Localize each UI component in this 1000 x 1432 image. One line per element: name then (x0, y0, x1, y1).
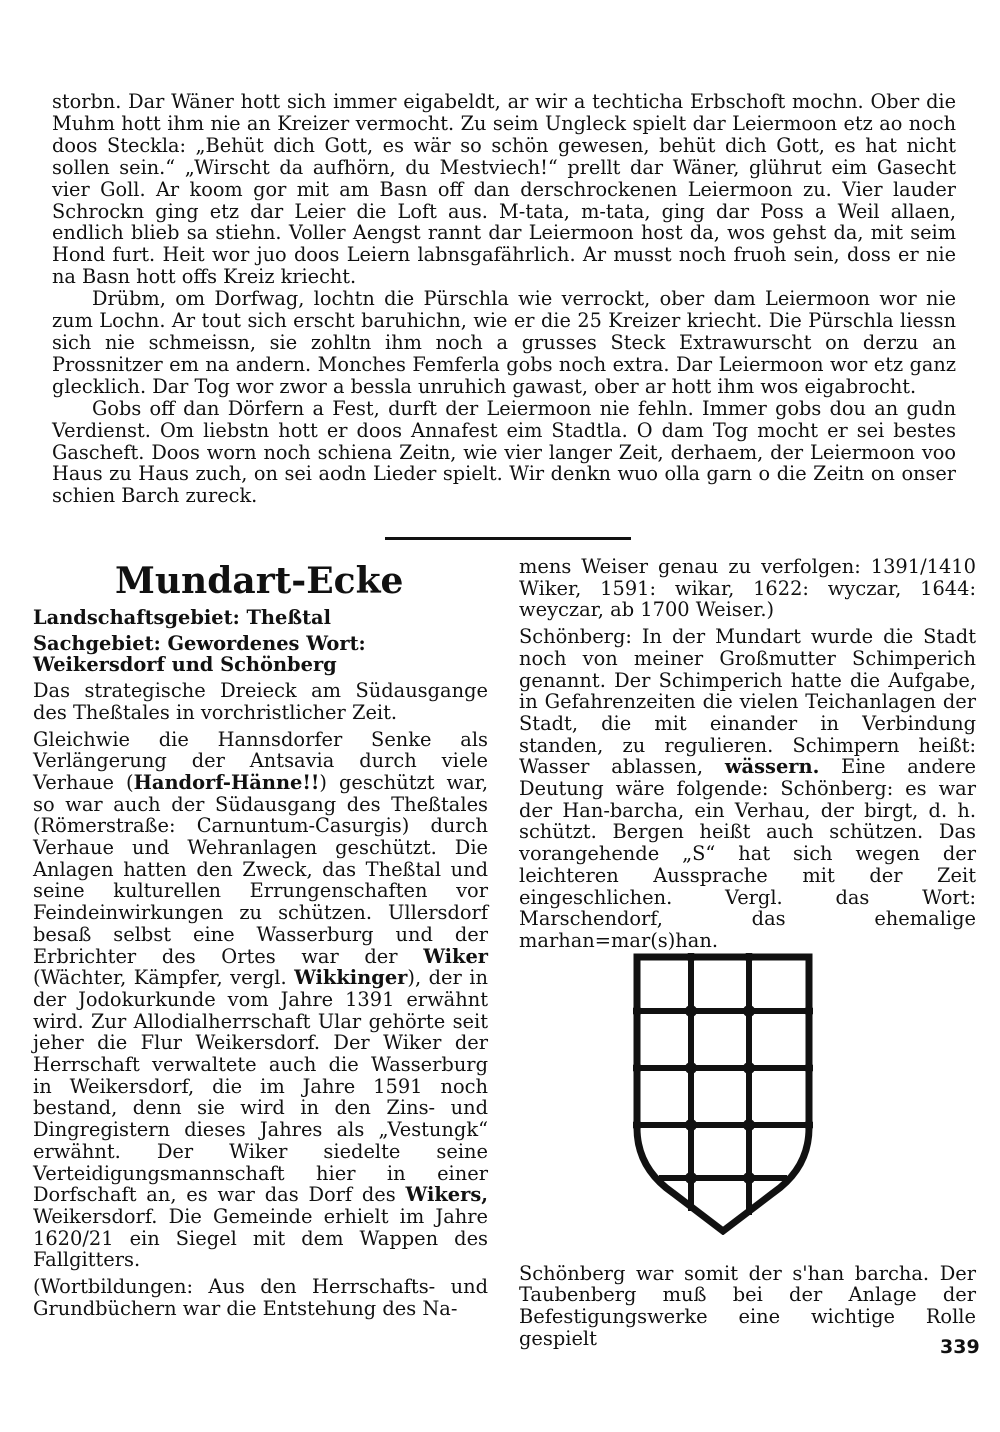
paragraph: Drübm, om Dorfwag, lochtn die Pürschla wie verrockt, ober dam Leiermoon wor nie zum Lochn. Ar tout sich erscht baruhichn, wie er die 25 Kreizer kriecht. Die Pürschla liessn sich nie schmeissn, sie zohltn ihm noch a grusses Steck Extrawurscht on derzu an Prossnitzer em na andern. Monches Femferla gobs noch extra. Dar Leiermoon wor etz ganz glecklich. Dar Tog wor zwor a bessla unruhich gawast, ober ar hott ihm wos eigabrocht. (52, 287, 956, 398)
paragraph: storbn. Dar Wäner hott sich immer eigabeldt, ar wir a techticha Erbschoft mochn. Ober die Muhm hott ihm nie an Kreizer vermocht. Zu seim Ungleck spielt dar Leiermoon etz ao noch doos Steckla: „Behüt dich Gott, es wär so schön gewesen, behüt dich Gott, es hat nicht sollen sein.“ „Wirscht da aufhörn, du Mestviech!“ prellt dar Wäner, glührut eim Gasecht vier Goll. Ar koom gor mit am Basn off dan derschrockenen Leiermoon zu. Vier lauder Schrockn ging etz dar Leier die Loft aus. M-tata, m-tata, ging dar Poss a Weil allaen, endlich blieb sa stiehn. Voller Aengst rannt dar Leiermoon host da, wos gehst da, mit seim Hond furt. Heit wor juo doos Leiern labnsgafährlich. Ar musst noch fruoh sein, doss er nie na Basn hott offs Kreiz kriecht. (52, 90, 956, 289)
left-column (33, 607, 488, 1325)
paragraph: Gobs off dan Dörfern a Fest, durft der Leiermoon nie fehln. Immer gobs dou an gudn Verdienst. Om liebstn hott er doos Annafest eim Stadtla. O dam Tog mocht er sei bestes Gascheft. Doos worn noch schiena Zeitn, wie vier langer Zeit, derhaem, der Leiermoon voo Haus zu Haus zuch, on sei aodn Lieder spielt. Wir denkn wuo olla garn o die Zeitn on onser schien Barch zureck. (52, 396, 956, 508)
top-article-text (52, 91, 956, 507)
sachgebiet-label: Sachgebiet: Gewordenes Wort: Weikersdorf und Schönberg (33, 631, 366, 677)
landschaft-label: Landschaftsgebiet: Theßtal (33, 606, 331, 629)
paragraph: Gleichwie die Hannsdorfer Senke als Verlängerung der Antsavia durch viele Verhaue (Handorf-Hänne!!) geschützt war, so war auch der Südausgang des Theßtales (Römerstraße: Carnuntum-Casurgis) durch Verhaue und Wehranlagen geschützt. Die Anlagen hatten den Zweck, das Theßtal und seine kulturellen Errungenschaften vor Feindeinwirkungen zu schützen. Ullersdorf besaß selbst eine Wasserburg und der Erbrichter des Ortes war der Wiker (Wächter, Kämpfer, vergl. Wikkinger), der in der Jodokurkunde vom Jahre 1391 erwähnt wird. Zur Allodialherrschaft Ular gehörte seit jeher die Flur Weikersdorf. Der Wiker der Herrschaft verwaltete auch die Wasserburg in Weikersdorf, die im Jahre 1591 noch bestand, denn sie wird in den Zins- und Dingregistern dieses Jahres als „Vestungk“ erwähnt. Der Wiker siedelte seine Verteidigungsmannschaft hier in einer Dorfschaft an, es war das Dorf des Wikers, Weikersdorf. Die Gemeinde erhielt im Jahre 1620/21 ein Siegel mit dem Wappen des Fallgitters. (33, 727, 488, 1272)
portcullis-shield-icon (633, 953, 813, 1235)
page-number: 339 (940, 1336, 980, 1358)
paragraph: Das strategische Dreieck am Südausgange des Theßtales in vorchristlicher Zeit. (33, 679, 488, 724)
caption-paragraph: Schönberg war somit der s'han barcha. Der Taubenberg muß bei der Anlage der Befestigungswerke eine wichtige Rolle gespielt (519, 1261, 976, 1350)
paragraph: mens Weiser genau zu verfolgen: 1391/1410 Wiker, 1591: wikar, 1622: wyczar, 1644: weyczar, ab 1700 Weiser.) (519, 555, 976, 622)
section-heading: Mundart-Ecke (115, 560, 404, 602)
section-divider (385, 537, 631, 540)
paragraph: (Wortbildungen: Aus den Herrschafts- und Grundbüchern war die Entstehung des Na- (33, 1275, 488, 1320)
paragraph: Schönberg: In der Mundart wurde die Stadt noch von meiner Großmutter Schimperich genannt. Der Schimperich hatte die Aufgabe, in Gefahrenzeiten die vielen Teichanlagen der Stadt, die mit einander in Verbindung standen, zu regulieren. Schimpern heißt: Wasser ablassen, wässern. Eine andere Deutung wäre folgende: Schönberg: es war der Han-barcha, ein Verhau, der birgt, d. h. schützt. Bergen heißt auch schützen. Das vorangehende „S“ hat sich wegen der leichteren Aussprache mit der Zeit eingeschlichen. Vergl. das Wort: Marschendorf, das ehemalige marhan=mar(s)han. (519, 625, 976, 952)
